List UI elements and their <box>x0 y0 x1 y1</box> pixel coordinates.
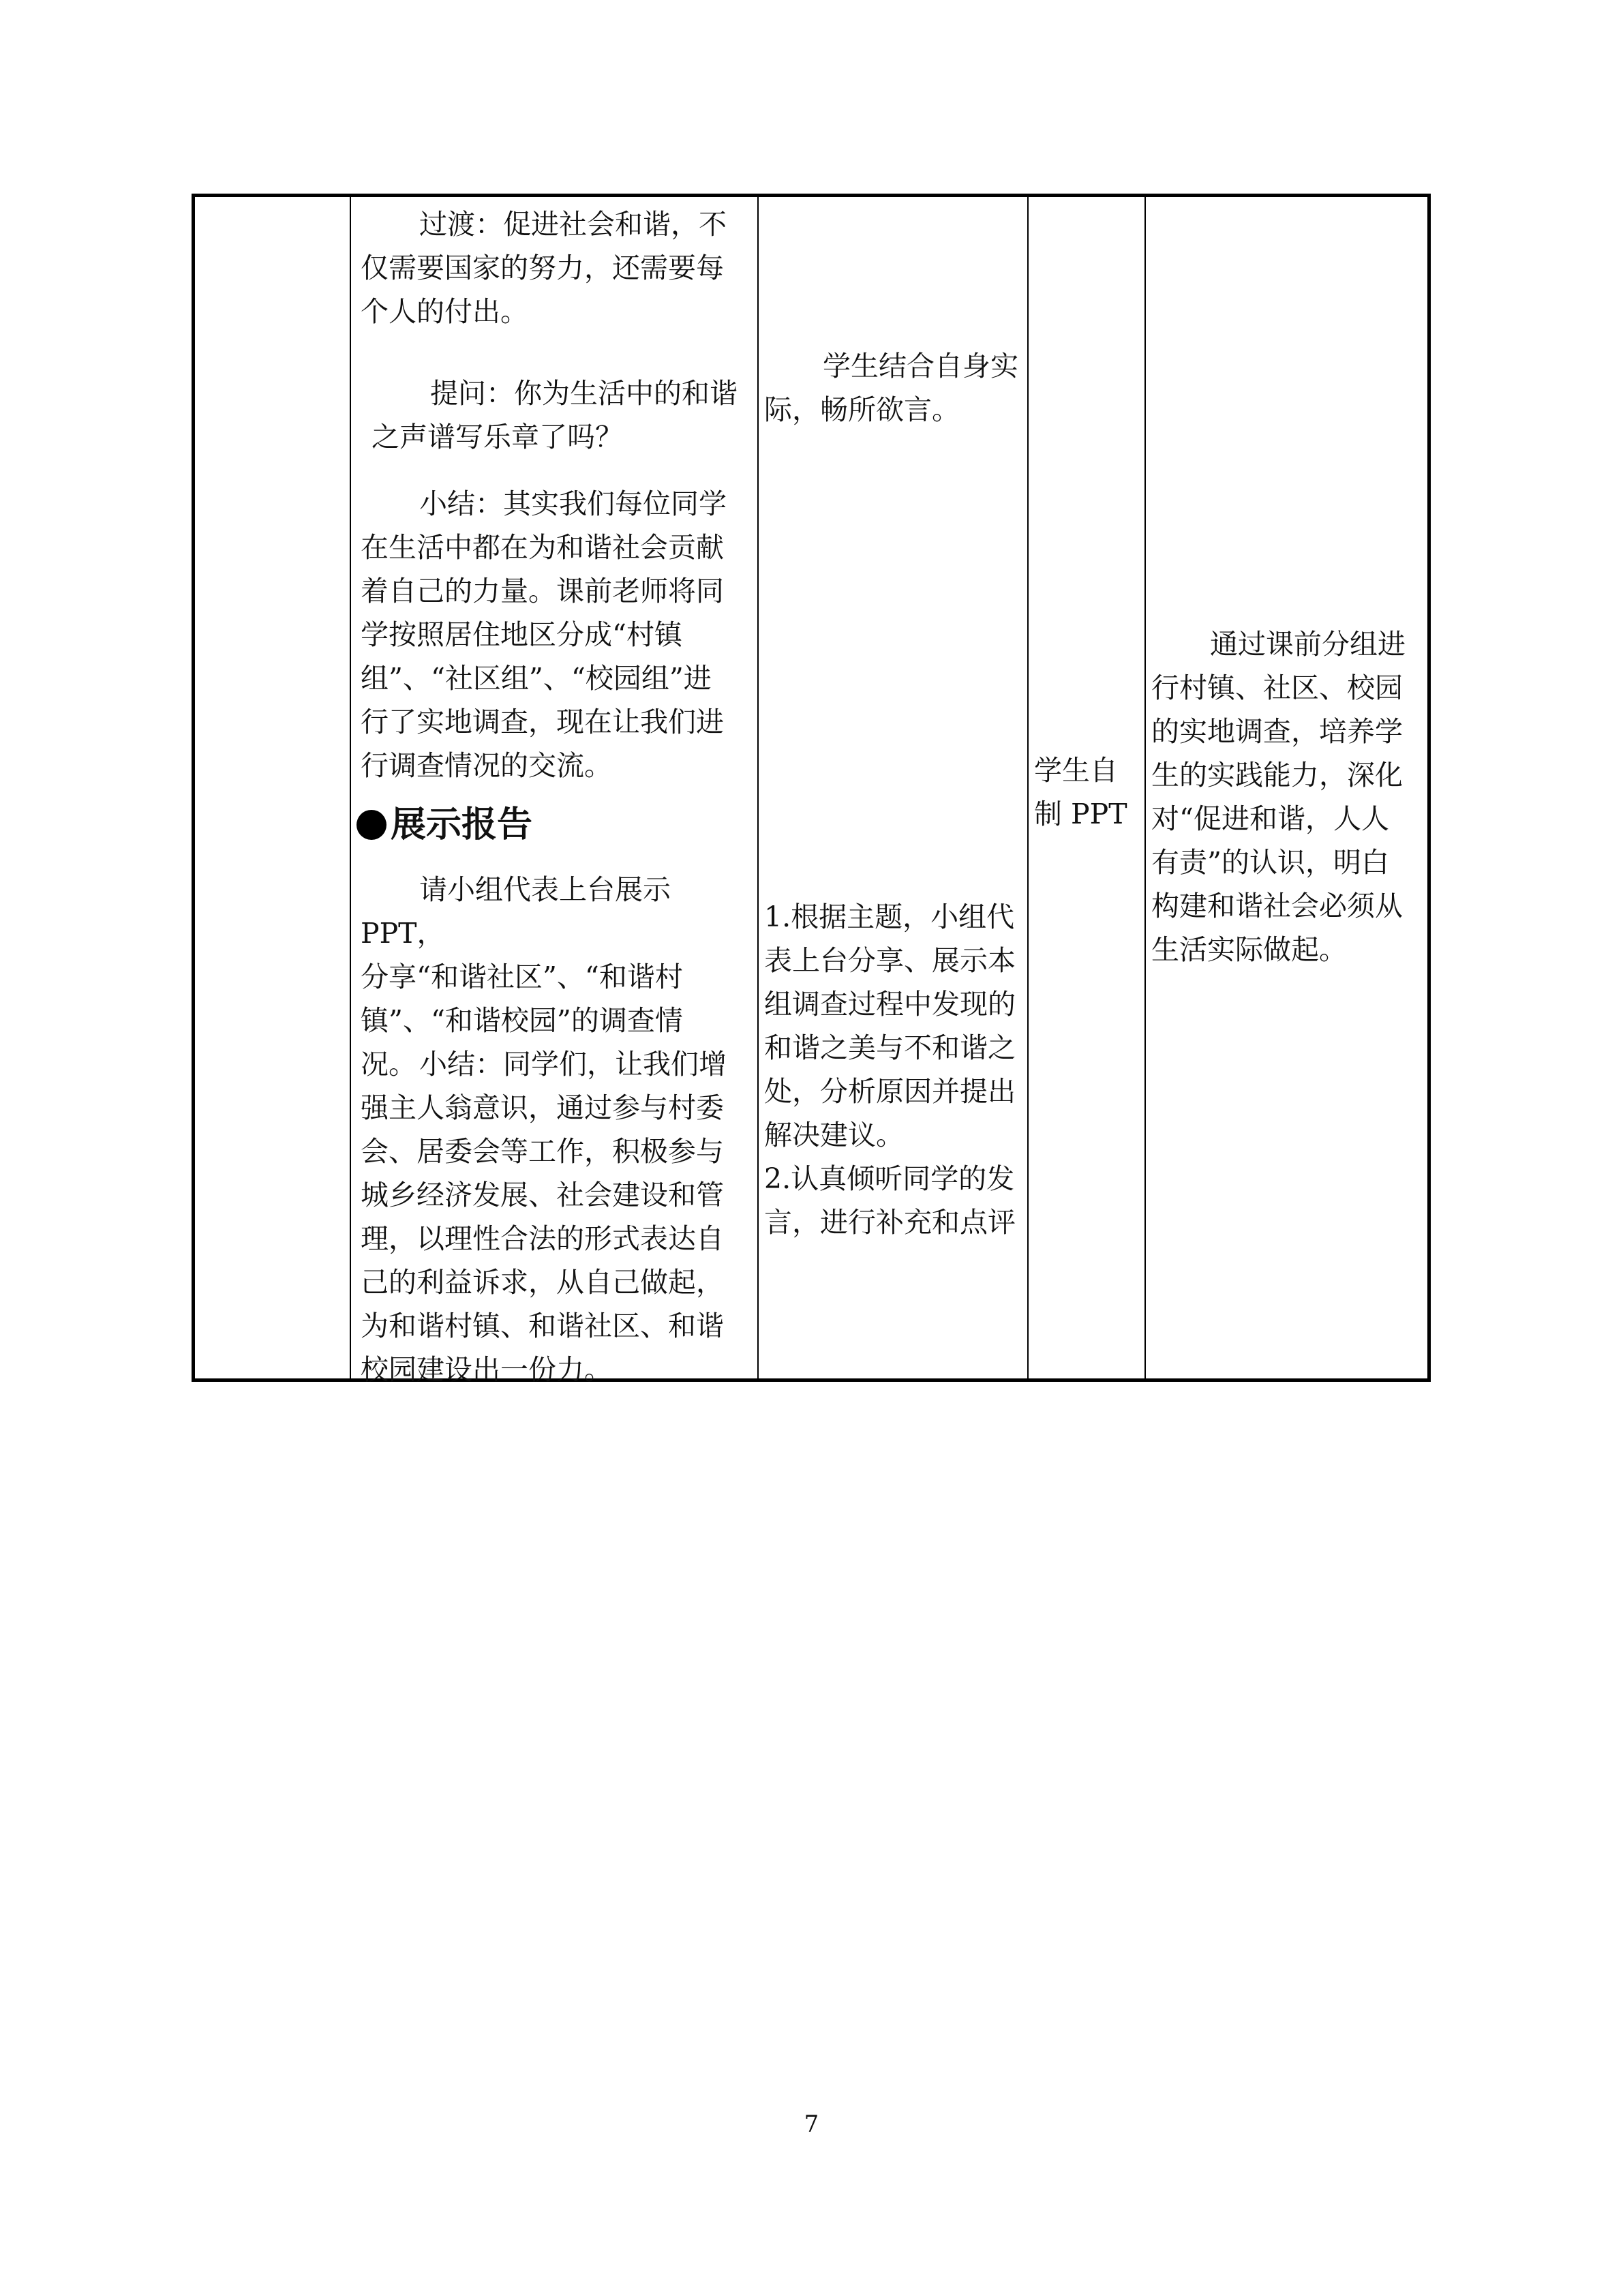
student-answer-text: 学生结合自身实 际，畅所欲言。 <box>764 350 1018 426</box>
section-heading <box>357 803 532 847</box>
report-steps-text: 1.根据主题，小组代 表上台分享、展示本 组调查过程中发现的 和谐之美与不和谐之 处，分析原因并提出 解决建议。 2.认真倾听同学的发 言，进行补充和点评 <box>764 901 1016 1239</box>
transition-text: 过渡：促进社会和谐，不 仅需要国家的努力，还需要每 个人的付出。 <box>361 208 727 328</box>
lesson-plan-table <box>192 194 1431 1386</box>
show-report-text: 请小组代表上台展示 PPT， 分享“和谐社区”、“和谐村 镇”、“和谐校园”的调查情 况。 <box>361 873 683 1081</box>
teacher-activity-column <box>351 197 759 1386</box>
summary-text: 小结：其实我们每位同学 在生活中都在为和谐社会贡献 着自己的力量。课前老师将同 学按照居住地区分成“村镇 组”、“社区组”、“校园组”进 行了实地调查，现在让我们进 行调查情况的交流。 <box>361 487 727 782</box>
page-number: 7 <box>804 2111 819 2138</box>
closing-summary-text: 小结：同学们，让我们增 强主人翁意识，通过参与村委 会、居委会等工作，积极参与 城乡经济发展、社会建设和管 理，以理性合法的形式表达自 己的利益诉求，从自己做起， 为和谐村镇、和谐社区、和谐 校园建设出一份力。 <box>361 1048 727 1386</box>
bullet-icon <box>357 810 386 840</box>
media-text: 学生自 制 PPT <box>1034 754 1127 830</box>
section-heading-label: 展示报告 <box>391 804 533 845</box>
student-activity-column <box>759 197 1029 1378</box>
question-text: 提问：你为生活中的和谐 之声谱写乐章了吗？ <box>371 377 738 453</box>
stage-column <box>195 197 351 1378</box>
design-intent-text: 通过课前分组进 行村镇、社区、校园 的实地调查，培养学 生的实践能力，深化 对“促进和谐，人人 有责”的认识，明白 构建和谐社会必须从 生活实际做起。 <box>1151 628 1406 966</box>
media-column <box>1029 197 1146 1378</box>
design-intent-column <box>1146 197 1427 1378</box>
